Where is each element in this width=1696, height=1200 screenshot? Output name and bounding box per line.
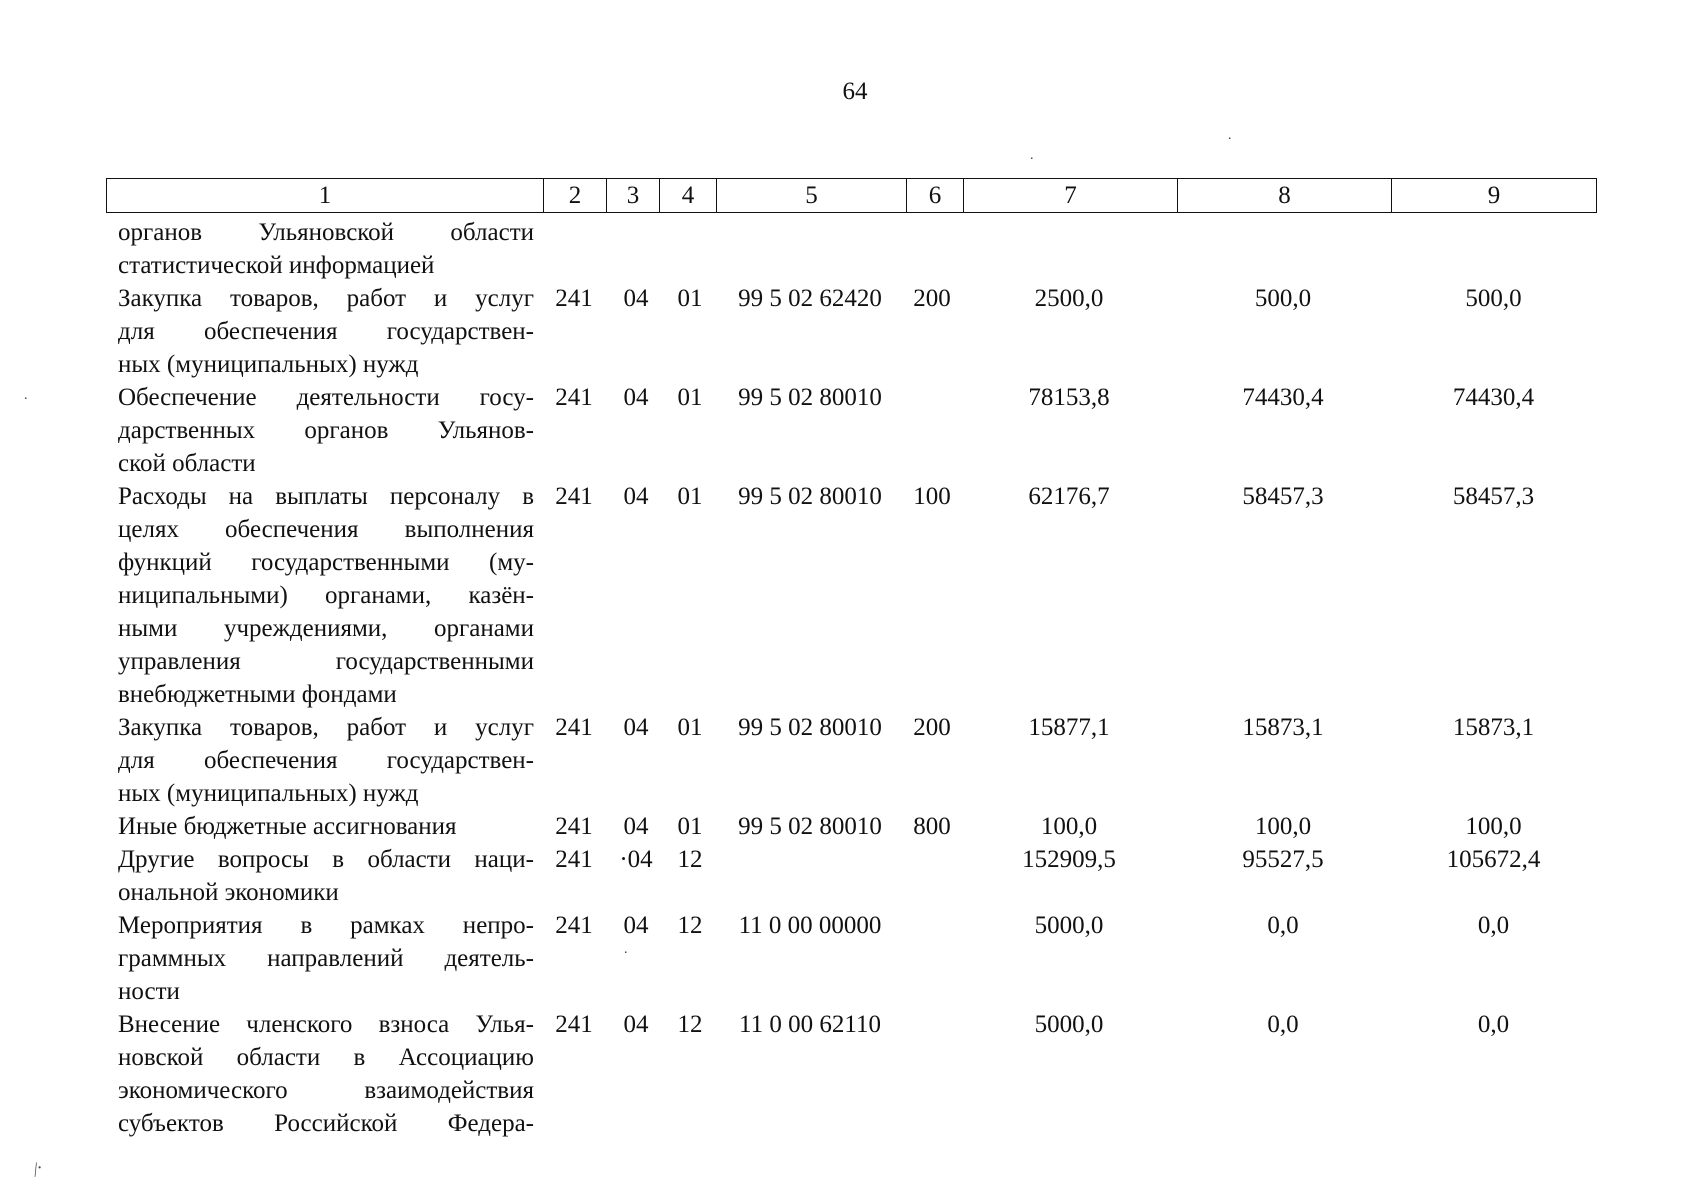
cell-col-9: 74430,4: [1452, 384, 1535, 411]
cell-col-9: 0,0: [1477, 912, 1510, 939]
cell-col-8: 15873,1: [1242, 714, 1324, 741]
cell-col-3: 04: [623, 813, 649, 840]
header-col-7: 7: [964, 179, 1178, 213]
scan-mark: ⁄·: [29, 1157, 48, 1179]
cell-col-6: 200: [913, 285, 951, 312]
description-line: органов Ульяновской области: [118, 219, 534, 246]
cell-col-4: 12: [677, 846, 703, 873]
cell-col-8: 500,0: [1254, 285, 1312, 312]
cell-col-5: 99 5 02 80010: [738, 483, 882, 510]
description-line: граммных направлений деятель-: [118, 945, 534, 972]
cell-col-3: 04: [623, 483, 649, 510]
cell-col-5: 11 0 00 62110: [739, 1011, 881, 1038]
header-col-1: 1: [107, 179, 544, 213]
cell-col-5: 99 5 02 80010: [738, 714, 882, 741]
row-description: [118, 282, 534, 381]
description-line: целях обеспечения выполнения: [118, 516, 534, 543]
description-line: для обеспечения государствен-: [118, 318, 534, 345]
cell-col-8: 58457,3: [1242, 483, 1324, 510]
scan-speck: .: [624, 942, 628, 957]
cell-col-5: 99 5 02 80010: [738, 384, 882, 411]
description-line: статистической информацией: [118, 252, 435, 279]
header-col-9: 9: [1392, 179, 1597, 213]
description-line: ных (муниципальных) нужд: [118, 351, 419, 378]
cell-col-8: 0,0: [1267, 1011, 1299, 1038]
row-description: [118, 711, 534, 810]
cell-col-2: 241: [555, 384, 593, 411]
cell-col-3: 04: [623, 285, 649, 312]
description-line: ности: [118, 978, 180, 1005]
cell-col-7: 5000,0: [1034, 912, 1104, 939]
page-number: 64: [842, 78, 868, 105]
description-line: Закупка товаров, работ и услуг: [118, 285, 534, 312]
cell-col-2: 241: [555, 912, 593, 939]
cell-col-3: 04: [623, 1011, 649, 1038]
description-line: новской области в Ассоциацию: [118, 1044, 534, 1071]
cell-col-8: 74430,4: [1242, 384, 1324, 411]
cell-col-6: 800: [913, 813, 951, 840]
row-description: [118, 381, 534, 480]
row-description: [118, 216, 534, 282]
cell-col-5: 99 5 02 62420: [738, 285, 882, 312]
cell-col-7: 2500,0: [1034, 285, 1104, 312]
cell-col-4: 12: [677, 1011, 703, 1038]
cell-col-4: 12: [677, 912, 703, 939]
cell-col-8: 0,0: [1267, 912, 1299, 939]
cell-col-2: 241: [555, 1011, 593, 1038]
description-line: субъектов Российской Федера-: [118, 1110, 534, 1137]
description-line: Расходы на выплаты персоналу в: [118, 483, 534, 510]
description-line: ской области: [118, 450, 256, 477]
description-line: экономического взаимодействия: [118, 1077, 534, 1104]
cell-col-5: 11 0 00 00000: [738, 912, 882, 939]
cell-col-7: 78153,8: [1028, 384, 1110, 411]
description-line: ниципальными) органами, казён-: [118, 582, 534, 609]
header-col-2: 2: [544, 179, 607, 213]
cell-col-2: 241: [555, 285, 593, 312]
header-col-4: 4: [660, 179, 717, 213]
header-col-6: 6: [907, 179, 964, 213]
cell-col-3: 04: [623, 714, 649, 741]
cell-col-8: 100,0: [1254, 813, 1312, 840]
cell-col-9: 58457,3: [1452, 483, 1535, 510]
cell-col-2: 241: [555, 714, 593, 741]
description-line: Закупка товаров, работ и услуг: [118, 714, 534, 741]
description-line: Мероприятия в рамках непро-: [118, 912, 534, 939]
description-line: Обеспечение деятельности госу-: [118, 384, 534, 411]
cell-col-7: 62176,7: [1028, 483, 1110, 510]
cell-col-7: 100,0: [1040, 813, 1098, 840]
description-line: управления государственными: [118, 648, 534, 675]
cell-col-2: 241: [555, 846, 593, 873]
cell-col-9: 15873,1: [1452, 714, 1535, 741]
cell-col-9: 0,0: [1477, 1011, 1510, 1038]
cell-col-7: 5000,0: [1034, 1011, 1104, 1038]
cell-col-8: 95527,5: [1242, 846, 1324, 873]
description-line: ными учреждениями, органами: [118, 615, 534, 642]
scan-speck: .: [24, 388, 28, 403]
description-line: для обеспечения государствен-: [118, 747, 534, 774]
cell-col-6: 200: [913, 714, 951, 741]
cell-col-4: 01: [677, 285, 703, 312]
cell-col-4: 01: [677, 813, 703, 840]
description-line: Иные бюджетные ассигнования: [118, 813, 457, 840]
row-description: [118, 843, 534, 909]
cell-col-2: 241: [555, 813, 593, 840]
cell-col-9: 500,0: [1465, 285, 1522, 312]
row-description: [118, 810, 534, 843]
description-line: Внесение членского взноса Улья-: [118, 1011, 534, 1038]
description-line: ных (муниципальных) нужд: [118, 780, 419, 807]
description-line: функций государственными (му-: [118, 549, 534, 576]
cell-col-9: 105672,4: [1446, 846, 1541, 873]
description-line: ональной экономики: [118, 879, 339, 906]
cell-col-6: 100: [913, 483, 951, 510]
cell-col-2: 241: [555, 483, 593, 510]
scan-speck: .: [1228, 128, 1232, 143]
row-description: [118, 909, 534, 1008]
cell-col-3: 04: [623, 912, 649, 939]
cell-col-7: 15877,1: [1028, 714, 1110, 741]
row-description: [118, 1008, 534, 1140]
cell-col-3: 04: [623, 384, 649, 411]
scan-speck: .: [1030, 148, 1034, 163]
description-line: дарственных органов Ульянов-: [118, 417, 534, 444]
description-line: внебюджетными фондами: [118, 681, 397, 708]
cell-col-4: 01: [677, 384, 703, 411]
header-col-5: 5: [717, 179, 907, 213]
cell-col-7: 152909,5: [1022, 846, 1116, 873]
cell-col-4: 01: [677, 714, 703, 741]
cell-col-9: 100,0: [1465, 813, 1522, 840]
cell-col-3: ·04: [619, 846, 653, 873]
cell-col-5: 99 5 02 80010: [738, 813, 882, 840]
row-description: [118, 480, 534, 711]
header-col-3: 3: [607, 179, 660, 213]
description-line: Другие вопросы в области наци-: [118, 846, 534, 873]
header-col-8: 8: [1178, 179, 1392, 213]
cell-col-4: 01: [677, 483, 703, 510]
